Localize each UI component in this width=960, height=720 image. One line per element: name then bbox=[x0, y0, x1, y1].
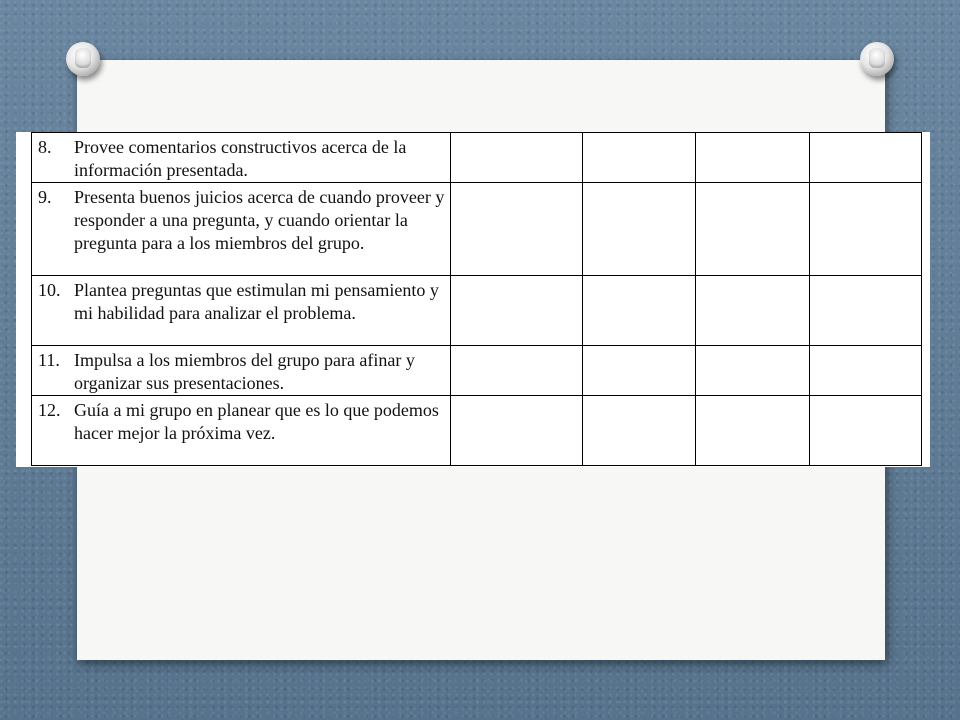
rating-cell[interactable] bbox=[451, 346, 583, 396]
rating-cell[interactable] bbox=[451, 396, 583, 466]
rating-cell[interactable] bbox=[696, 183, 810, 276]
table-row bbox=[32, 396, 922, 466]
pushpin-icon bbox=[66, 42, 100, 76]
rating-cell[interactable] bbox=[583, 133, 696, 183]
rating-cell[interactable] bbox=[696, 276, 810, 346]
rating-cell[interactable] bbox=[696, 396, 810, 466]
rating-cell[interactable] bbox=[810, 183, 922, 276]
rating-cell[interactable] bbox=[451, 133, 583, 183]
criterion-cell bbox=[32, 183, 451, 276]
rating-cell[interactable] bbox=[451, 183, 583, 276]
item-number: 12. bbox=[38, 400, 61, 420]
table-row bbox=[32, 133, 922, 183]
rating-cell[interactable] bbox=[810, 396, 922, 466]
item-number: 8. bbox=[38, 137, 52, 157]
pushpin-icon bbox=[860, 42, 894, 76]
table-row bbox=[32, 346, 922, 396]
rubric-table-panel bbox=[16, 132, 930, 467]
table-row bbox=[32, 276, 922, 346]
criterion-cell bbox=[32, 276, 451, 346]
criterion-cell bbox=[32, 346, 451, 396]
item-text: Guía a mi grupo en planear que es lo que podemos hacer mejor la próxima vez. bbox=[74, 400, 439, 443]
item-number: 10. bbox=[38, 280, 61, 300]
rubric-table bbox=[31, 132, 922, 466]
item-text: Presenta buenos juicios acerca de cuando proveer y responder a una pregunta, y cuando orientar la pregunta para a los miembros del grupo. bbox=[74, 187, 445, 253]
criterion-cell bbox=[32, 133, 451, 183]
item-text: Provee comentarios constructivos acerca de la información presentada. bbox=[74, 137, 407, 180]
rating-cell[interactable] bbox=[810, 133, 922, 183]
rating-cell[interactable] bbox=[810, 276, 922, 346]
rating-cell[interactable] bbox=[583, 183, 696, 276]
item-text: Impulsa a los miembros del grupo para afinar y organizar sus presentaciones. bbox=[74, 350, 415, 393]
rating-cell[interactable] bbox=[583, 346, 696, 396]
criterion-cell bbox=[32, 396, 451, 466]
rating-cell[interactable] bbox=[451, 276, 583, 346]
rating-cell[interactable] bbox=[810, 346, 922, 396]
item-number: 11. bbox=[38, 350, 60, 370]
rating-cell[interactable] bbox=[696, 346, 810, 396]
rating-cell[interactable] bbox=[583, 276, 696, 346]
item-text: Plantea preguntas que estimulan mi pensamiento y mi habilidad para analizar el problema. bbox=[74, 280, 439, 323]
table-row bbox=[32, 183, 922, 276]
rating-cell[interactable] bbox=[583, 396, 696, 466]
rating-cell[interactable] bbox=[696, 133, 810, 183]
item-number: 9. bbox=[38, 187, 52, 207]
